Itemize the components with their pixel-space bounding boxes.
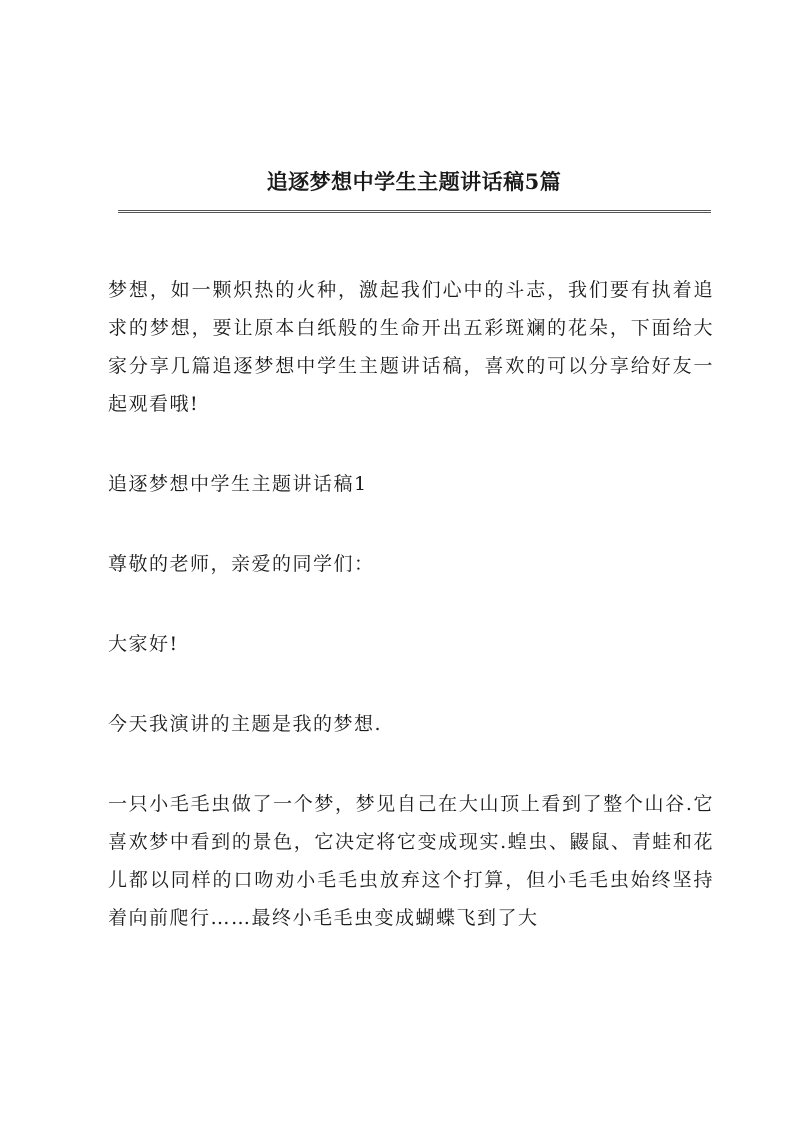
greeting-paragraph: 大家好! <box>108 633 179 655</box>
topic-paragraph: 今天我演讲的主题是我的梦想. <box>108 713 383 735</box>
intro-paragraph: 梦想，如一颗炽热的火种，激起我们心中的斗志，我们要有执着追求的梦想，要让原本白纸般的生命开出五彩斑斓的花朵，下面给大家分享几篇追逐梦想中学生主题讲话稿，喜欢的可以分享给好友一起观看哦! <box>108 279 714 415</box>
salutation-paragraph: 尊敬的老师，亲爱的同学们： <box>108 553 375 575</box>
story-paragraph: 一只小毛毛虫做了一个梦，梦见自己在大山顶上看到了整个山谷.它喜欢梦中看到的景色，它决定将它变成现实.蝗虫、鼹鼠、青蛙和花儿都以同样的口吻劝小毛毛虫放弃这个打算，但小毛毛虫始终坚持着向前爬行……最终小毛毛虫变成蝴蝶飞到了大 <box>108 793 714 929</box>
document-title: 追逐梦想中学生主题讲话稿5篇 <box>266 169 562 194</box>
document-body <box>108 271 714 979</box>
title-divider <box>118 210 711 213</box>
section-heading: 追逐梦想中学生主题讲话稿1 <box>108 473 368 495</box>
